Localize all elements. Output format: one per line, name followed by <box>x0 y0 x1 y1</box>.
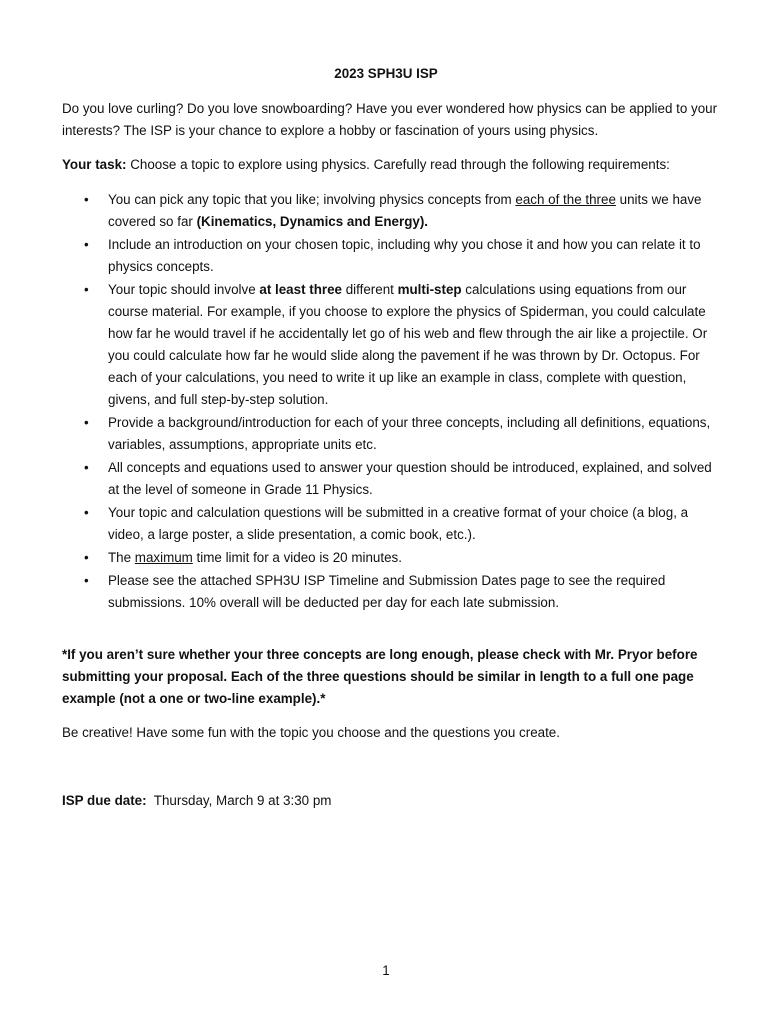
task-paragraph <box>62 154 718 176</box>
notice-paragraph: *If you aren’t sure whether your three concepts are long enough, please check with Mr. Pryor before submitting your proposal. Each of the three questions should be similar in length to a full one page example (not a one or two-line example).* <box>62 647 698 706</box>
intro-paragraph: Do you love curling? Do you love snowboarding? Have you ever wondered how physics can be applied to your interests? The ISP is your chance to explore a hobby or fascination of yours using physics. <box>62 101 718 138</box>
req7-underlined: maximum <box>134 550 193 565</box>
requirement-item-4: • Provide a background/introduction for each of your three concepts, including all definitions, equations, variables, assumptions, appropriate units etc. <box>62 412 718 456</box>
req1-text-b: units we have covered so far <box>108 192 702 229</box>
requirement-item-8: • Please see the attached SPH3U ISP Timeline and Submission Dates page to see the required submissions. 10% overall will be deducted per day for each late submission. <box>62 570 718 614</box>
req1-bold-units: (Kinematics, Dynamics and Energy). <box>196 214 429 229</box>
due-date-line <box>62 790 718 812</box>
req3-text-c: different <box>342 282 398 297</box>
due-date-label: ISP due date: <box>62 793 147 808</box>
requirement-item-7 <box>62 547 718 569</box>
task-label: Your task: <box>62 157 127 172</box>
req3-text-a: Your topic should involve <box>108 282 260 297</box>
requirement-item-6: • Your topic and calculation questions will be submitted in a creative format of your choice (a blog, a video, a large poster, a slide presentation, a comic book, etc.). <box>62 502 718 546</box>
req7-text-a: The <box>108 550 135 565</box>
req3-bold-2: multi-step <box>397 282 462 297</box>
due-date-value: Thursday, March 9 at 3:30 pm <box>146 793 332 808</box>
document-title: 2023 SPH3U ISP <box>334 66 438 81</box>
requirement-item-5: • All concepts and equations used to answer your question should be introduced, explained, and solved at the level of someone in Grade 11 Physics. <box>62 457 718 501</box>
task-text: Choose a topic to explore using physics. Carefully read through the following requirements: <box>126 157 670 172</box>
requirement-item-2: • Include an introduction on your chosen topic, including why you chose it and how you can relate it to physics concepts. <box>62 234 718 278</box>
req1-text-a: You can pick any topic that you like; involving physics concepts from <box>108 192 516 207</box>
req3-text-d: calculations using equations from our course material. For example, if you choose to explore the physics of Spiderman, you could calculate how far he would travel if he accidentally let go of his web and flew through the air like a projectile. Or you could calculate how far he would slide along the pavement if he was thrown by Dr. Octopus. For each of your calculations, you need to write it up like an example in class, complete with question, givens, and full step-by-step solution. <box>108 282 708 407</box>
requirement-item-3 <box>62 279 718 411</box>
req1-underlined: each of the three <box>515 192 616 207</box>
page-number: 1 <box>382 963 390 978</box>
creative-paragraph: Be creative! Have some fun with the topic you choose and the questions you create. <box>62 725 560 740</box>
req7-text-b: time limit for a video is 20 minutes. <box>192 550 402 565</box>
requirements-list <box>62 189 718 615</box>
requirement-item-1 <box>62 189 718 233</box>
req3-bold-1: at least three <box>259 282 342 297</box>
